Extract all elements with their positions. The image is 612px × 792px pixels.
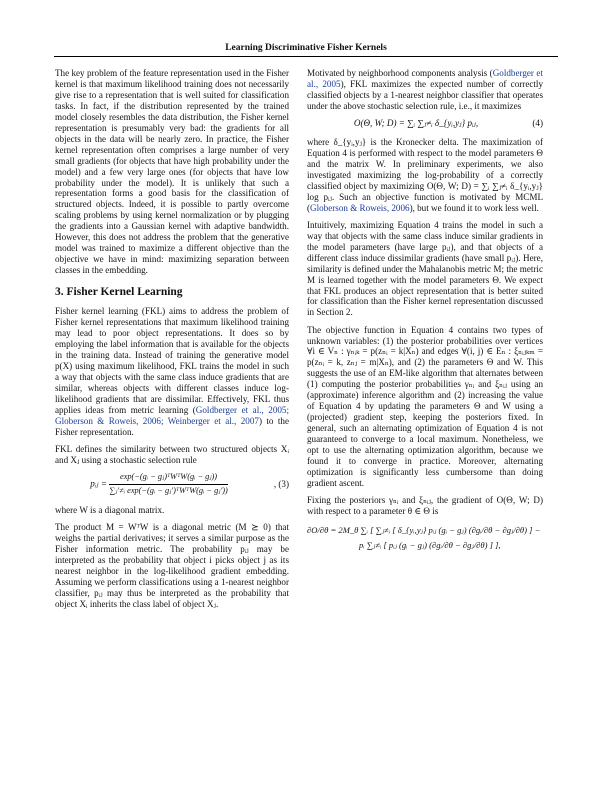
paragraph: The key problem of the feature representation used in the Fisher kernel is that maximum likelihood training does not necessarily give rise to a representation that is well suited for classification tasks. In fact, if the distribution represented by the trained model closely resembles the data distribution, the Fisher kernel representation is presumably very bad: the gradients for all objects in the data will be nearly zero. In practice, the Fisher kernel representation often comprises a large number of very small gradients (for objects that have high probability under the model) and a few very large ones (for objects that have low probability under the model). It is unlikely that such a representation forms a good basis for the classification of structured objects. Indeed, it is possible to partly overcome scaling problems by using kernel normalization or by plugging the gradients into a Gaussian kernel with adaptive bandwidth. However, this does not address the problem that the generative model was trained to maximize a different objective than the objective we have in mind: maximizing separation between classes in the embedding. — [55, 68, 289, 276]
paragraph — [307, 68, 543, 112]
paragraph: FKL defines the similarity between two structured objects Xᵢ and Xⱼ using a stochastic selection rule — [55, 443, 289, 465]
paragraph: where W is a diagonal matrix. — [55, 504, 165, 515]
paragraph: Fixing the posteriors γₙᵢ and ξₙᵢⱼ, the gradient of O(Θ, W; D) with respect to a parameter θ ∈ Θ is — [307, 495, 543, 517]
equation-numerator: exp(−(gᵢ − gⱼ)ᵀWᵀW(gᵢ − gⱼ)) — [109, 472, 228, 485]
running-header: Learning Discriminative Fisher Kernels — [54, 43, 558, 57]
gradient-equation — [307, 523, 543, 553]
gradient-equation-line-1: ∂O/∂θ = 2M_θ ∑ᵢ [ ∑ⱼ≠ᵢ [ δ_{yᵢ,yⱼ} pᵢⱼ (gᵢ − gⱼ) (∂gᵢ/∂θ − ∂gⱼ/∂θ) ] − — [307, 525, 541, 536]
equation-fraction — [109, 472, 228, 497]
section-heading: 3. Fisher Kernel Learning — [55, 286, 183, 299]
citation-link[interactable]: Globerson & Roweis, 2006 — [310, 202, 410, 213]
equation-lhs: pᵢⱼ = — [90, 478, 107, 489]
citation-link[interactable]: Goldberger et al., 2005; Globerson & Roweis, 2006; Weinberger et al., 2007 — [55, 404, 289, 426]
paragraph-text: ) to the Fisher representation. — [55, 415, 290, 437]
paragraph — [55, 306, 289, 437]
equation-number: , (3) — [273, 478, 289, 489]
paragraph-text: Motivated by neighborhood components analysis ( — [307, 68, 493, 78]
paragraph: The objective function in Equation 4 contains two types of unknown variables: (1) the posterior probabilities over vertices ∀i ∈ Vₙ : γₙᵢₖ = p(zₙᵢ = k|Xₙ) and edges ∀(i, j) ∈ Eₙ : ξₙᵢⱼₖₘ = p(zₙᵢ = k, zₙⱼ = m|Xₙ), and (2) the parameters Θ and W. This suggests the use of an EM-like algorithm that alternates between (1) computing the posterior probabilities γₙᵢ and ξₙᵢⱼ using an (approximate) inference algorithm and (2) increasing the value of Equation 4 by updating the parameters Θ and W using a (projected) gradient step, keeping the posteriors fixed. In general, such an alternating optimization of Equation 4 is not guaranteed to converge to a local maximum. Nonetheless, we opt to use the alternating optimization algorithm, because we found it to converge in practice. Moreover, alternating optimization is significantly less cumbersome than doing gradient ascent. — [307, 324, 543, 488]
paragraph-text: Fisher kernel learning (FKL) aims to address the problem of Fisher kernel representations that maximum likelihood training may lead to poor object representations. It does so by employing the label information that is available for the objects in the training data. Instead of training the generative model p(X) using maximum likelihood, FKL trains the model in such a way that objects with the same class induce gradients that are similar, whereas objects with different classes induce log-likelihood gradients that are dissimilar. Effectively, FKL thus applies ideas from metric learning ( — [55, 306, 289, 415]
paragraph-text: ), FKL maximizes the expected number of correctly classified objects by a 1-nearest neighbor classifier that operates under the above stochastic selection rule, i.e., it maximizes — [307, 78, 543, 111]
right-column — [307, 68, 543, 553]
paragraph: Intuitively, maximizing Equation 4 trains the model in such a way that objects with the same class induce similar gradients in the model parameters (have large pᵢⱼ), and that objects of a different class induce dissimilar gradients (have small pᵢⱼ). Here, similarity is defined under the Mahalanobis metric M; the metric M is learned together with the model parameters Θ. We expect that FKL produces an object representation that is better suited for classification than the Fisher kernel representation discussed in Section 2. — [307, 219, 543, 318]
paragraph: The product M = WᵀW is a diagonal metric (M ⪰ 0) that weighs the partial derivatives; it serves a similar purpose as the Fisher information metric. The probability pᵢⱼ may be interpreted as the probability that object i picks object j as its nearest neighbor in the log-likelihood gradient embedding. Assuming we perform classifications using a 1-nearest neighbor classifier, pᵢⱼ may thus be interpreted as the probability that object Xᵢ inherits the class label of object Xⱼ. — [55, 521, 289, 609]
equation-number: (4) — [532, 118, 543, 128]
paragraph-text: where δ_{yᵢ,yⱼ} is the Kronecker delta. The maximization of Equation 4 is performed with respect to the model parameters Θ and the matrix W. In preliminary experiments, we also investigated maximizing the log-probability of a correctly classified object by maximizing O(Θ, W; D) = ∑ᵢ ∑ⱼ≠ᵢ δ_{yᵢ,yⱼ} log pᵢⱼ. Such an objective function is motivated by MCML ( — [307, 136, 543, 213]
equation-3 — [55, 472, 289, 497]
gradient-equation-line-2: pᵢ ∑ⱼ≠ᵢ [ pᵢⱼ (gᵢ − gⱼ) (∂gᵢ/∂θ − ∂gⱼ/∂θ) ] ], — [359, 540, 501, 551]
equation-4 — [307, 118, 543, 129]
citation-link[interactable]: Goldberger et al., 2005 — [307, 68, 543, 89]
equation-body: O(Θ, W; D) = ∑ᵢ ∑ⱼ≠ᵢ δ_{yᵢ,yⱼ} pᵢⱼ, — [353, 118, 479, 128]
paragraph — [307, 137, 543, 214]
paragraph-text: ), but we found it to work less well. — [409, 202, 539, 213]
equation-denominator: ∑ⱼ′≠ᵢ exp(−(gᵢ − gⱼ′)ᵀWᵀW(gᵢ − gⱼ′)) — [109, 485, 228, 495]
left-column — [55, 68, 289, 616]
